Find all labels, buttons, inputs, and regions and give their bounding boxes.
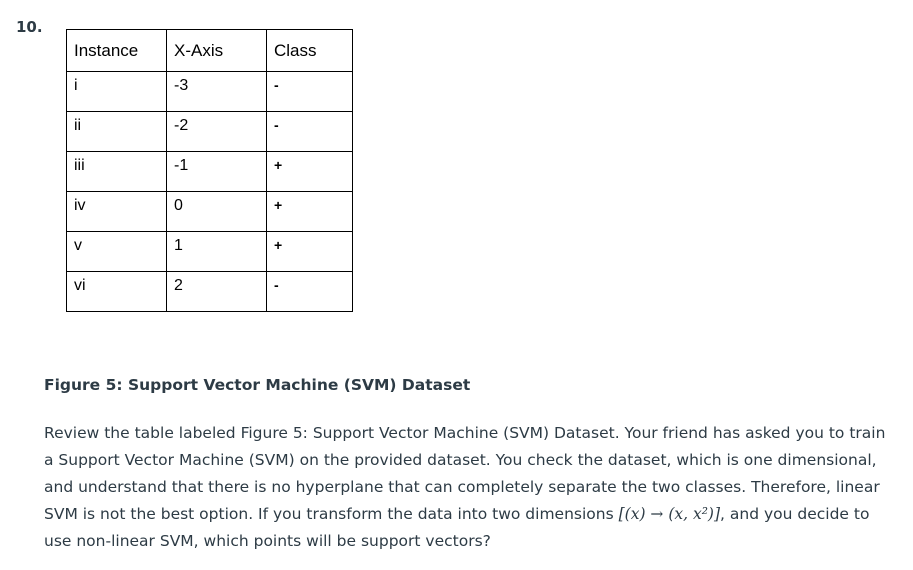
instance-cell: v [67,232,167,272]
paragraph-text-after: , and you decide to use non-linear SVM, which points will be support vectors? [44,505,870,550]
question-number: 10. [16,18,43,36]
class-cell: - [267,272,353,312]
table-row [67,72,353,112]
figure-caption: Figure 5: Support Vector Machine (SVM) Dataset [44,376,471,394]
paragraph-text-before: Review the table labeled Figure 5: Support Vector Machine (SVM) Dataset. Your friend has asked you to train a Support Vector Machine (SVM) on the provided dataset. You check the dataset, which is one dimensional, and understand that there is no hyperplane that can completely separate the two classes. Therefore, linear SVM is not the best option. If you transform the data into two dimensions [44,424,886,523]
x-axis-cell: -3 [167,72,267,112]
class-cell: - [267,72,353,112]
question-paragraph [44,420,894,555]
table-header-row [67,30,353,72]
header-class: Class [267,30,353,72]
x-axis-cell: -1 [167,152,267,192]
table-row [67,152,353,192]
transform-formula: [(x) → (x, x²)] [618,505,721,523]
table-row [67,232,353,272]
x-axis-cell: 2 [167,272,267,312]
class-cell: + [267,192,353,232]
class-cell: + [267,152,353,192]
instance-cell: iv [67,192,167,232]
instance-cell: ii [67,112,167,152]
class-cell: - [267,112,353,152]
x-axis-cell: 0 [167,192,267,232]
table-row [67,272,353,312]
instance-cell: vi [67,272,167,312]
table-row [67,112,353,152]
table-row [67,192,353,232]
instance-cell: i [67,72,167,112]
x-axis-cell: 1 [167,232,267,272]
header-x-axis: X-Axis [167,30,267,72]
instance-cell: iii [67,152,167,192]
header-instance: Instance [67,30,167,72]
class-cell: + [267,232,353,272]
x-axis-cell: -2 [167,112,267,152]
svm-dataset-table [66,29,353,312]
